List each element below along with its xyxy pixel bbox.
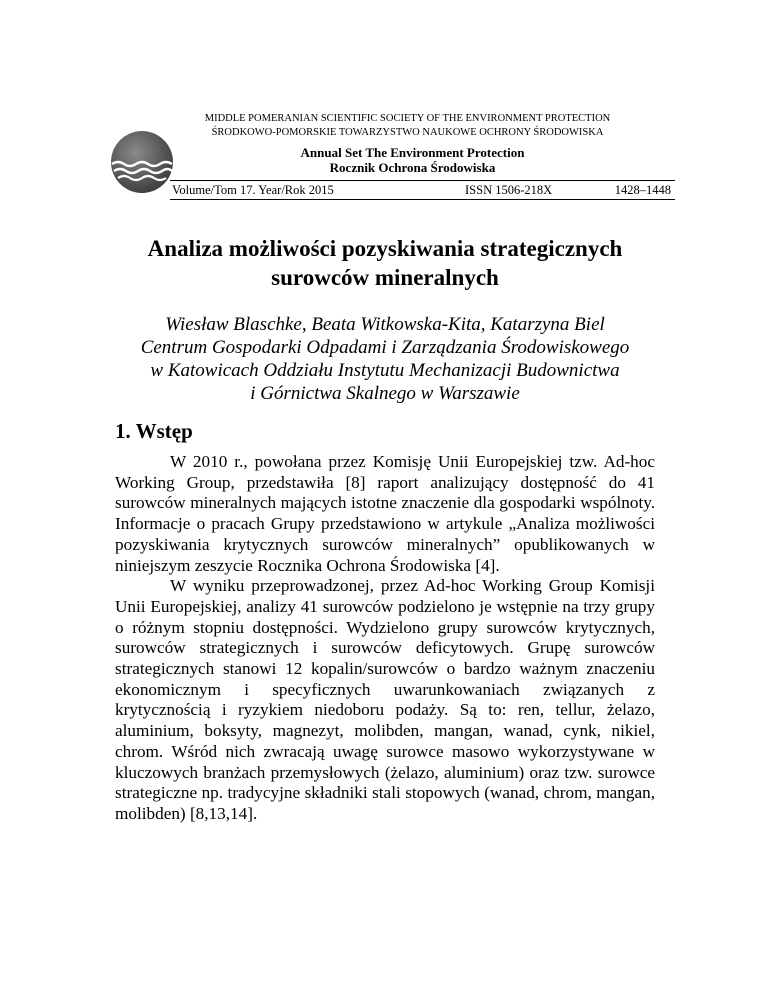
journal-title-pl: Rocznik Ochrona Środowiska	[329, 160, 496, 175]
journal-header	[110, 112, 675, 197]
society-name-pl: ŚRODKOWO-POMORSKIE TOWARZYSTWO NAUKOWE OCHRONY ŚRODOWISKA	[211, 127, 604, 138]
author-block	[60, 313, 710, 405]
section-heading: 1. Wstęp	[115, 419, 193, 443]
title-line: Analiza możliwości pozyskiwania strategicznych	[147, 236, 623, 261]
body-text	[115, 452, 655, 825]
affiliation-line: i Górnictwa Skalnego w Warszawie	[250, 383, 520, 404]
affiliation-line: Centrum Gospodarki Odpadami i Zarządzania Środowiskowego	[140, 337, 630, 358]
volume-bar	[170, 180, 675, 200]
author-names: Wiesław Blaschke, Beata Witkowska-Kita, Katarzyna Biel	[165, 314, 605, 335]
issn: ISSN 1506-218X	[465, 183, 553, 197]
page-range: 1428–1448	[614, 183, 671, 197]
paragraph: W 2010 r., powołana przez Komisję Unii Europejskiej tzw. Ad-hoc Working Group, przedstawiła [8] raport analizujący dostępność do 41 surowców mineralnych mających istotne znaczenie dla gospodarki wspólnoty. Informacje o pracach Grupy przedstawiono w artykule „Analiza możliwości pozyskiwania krytycznych surowców mineralnych” opublikowanych w niniejszym zeszycie Rocznika Ochrona Środowiska [4].	[115, 452, 655, 575]
affiliation-line: w Katowicach Oddziału Instytutu Mechanizacji Budownictwa	[150, 360, 620, 381]
society-name-en: MIDDLE POMERANIAN SCIENTIFIC SOCIETY OF THE ENVIRONMENT PROTECTION	[204, 113, 611, 124]
title-line: surowców mineralnych	[271, 265, 499, 290]
paragraph: W wyniku przeprowadzonej, przez Ad-hoc Working Group Komisji Unii Europejskiej, analizy 41 surowców podzielono je wstępnie na trzy grupy o różnym stopniu dostępności. Wydzielono grupy surowców krytycznych, surowców strategicznych i surowców deficytowych. Grupę surowców strategicznych stanowi 12 kopalin/surowców o bardzo ważnym znaczeniu ekonomicznym i specyficznych uwarunkowaniach związanych z krytycznością i ryzykiem niedoboru podaży. Są to: ren, tellur, żelazo, aluminium, boksyty, magnezyt, molibden, mangan, wanad, cynk, nikiel, chrom. Wśród nich zwracają uwagę surowce masowo wykorzystywane w kluczowych branżach przemysłowych (żelazo, aluminium) oraz tzw. surowce strategiczne np. tradycyjne składniki stali stopowych (wanad, chrom, mangan, molibden) [8,13,14].	[115, 576, 655, 823]
society-logo-icon	[110, 130, 174, 194]
article-title	[60, 234, 710, 292]
volume-info: Volume/Tom 17. Year/Rok 2015	[172, 183, 334, 197]
journal-title-en: Annual Set The Environment Protection	[300, 145, 525, 160]
